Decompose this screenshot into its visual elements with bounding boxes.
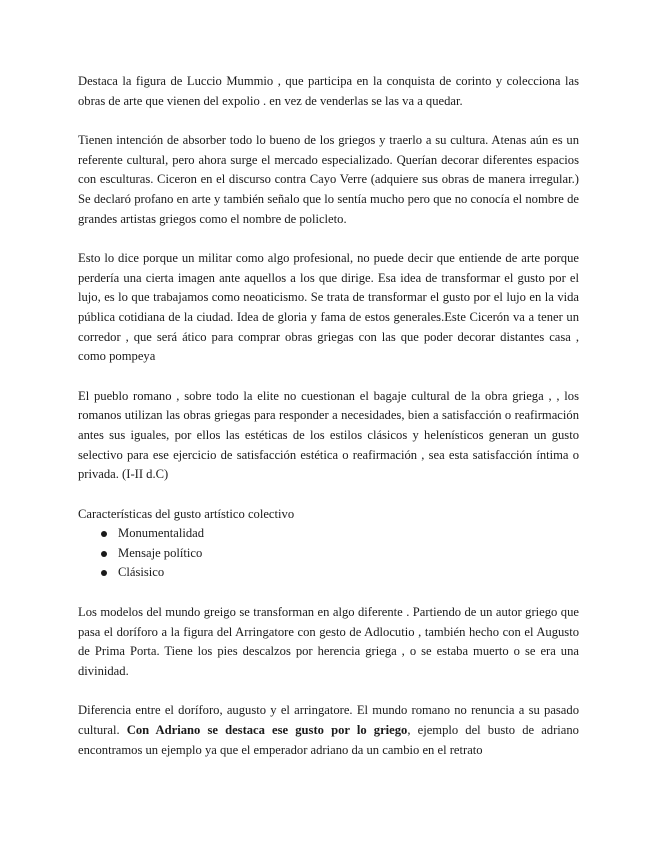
paragraph-spacer — [78, 583, 579, 603]
bullet-icon — [101, 551, 107, 557]
paragraph-spacer — [78, 681, 579, 701]
list-item — [98, 563, 579, 583]
list-item — [98, 544, 579, 564]
list-item-label: Clásisico — [118, 565, 165, 580]
text-run: Diferencia entre el doríforo, augusto y el arringatore. El mundo romano no renuncia a su pasado cultural. — [78, 703, 579, 738]
paragraph-mummio: Destaca la figura de Luccio Mummio , que participa en la conquista de corinto y colecciona las obras de arte que vienen del expolio . en vez de venderlas se las va a quedar. — [78, 74, 579, 108]
paragraph-militar: Esto lo dice porque un militar como algo profesional, no puede decir que entiende de arte porque perdería una cierta imagen ante aquellos a los que dirige. Esa idea de transformar el gusto por el lujo, es lo que trabajamos como neoaticismo. Se trata de transformar el gusto por el lujo en la vida pública cotidiana de la ciudad. Idea de gloria y fama de estos generales.Este Cicerón va a tener un corredor , que será ático para comprar obras griegas con las que poder decorar distantes casa , como pompeya — [78, 251, 579, 364]
paragraph-spacer — [78, 111, 579, 131]
paragraph-modelos: Los modelos del mundo greigo se transforman en algo diferente . Partiendo de un autor griego que pasa el doríforo a la figura del Arringatore con gesto de Adlocutio , también hecho con el Augusto de Prima Porta. Tiene los pies descalzos por herencia griega , o se estaba muerto o se era una divinidad. — [78, 605, 579, 678]
paragraph-diferencia — [78, 701, 579, 760]
paragraph-pueblo-romano: El pueblo romano , sobre todo la elite no cuestionan el bagaje cultural de la obra griega , , los romanos utilizan las obras griegas para responder a necesidades, bien a satisfacción o reafirmación antes sus iguales, por ellos las estéticas de los estilos clásicos y helenísticos generan un gusto selectivo para ese ejercicio de satisfacción estética o reafirmación , sea esta satisfacción íntima o privada. (I-II d.C) — [78, 388, 579, 482]
list-title: Características del gusto artístico colectivo — [78, 506, 295, 521]
characteristics-list — [78, 524, 579, 583]
paragraph-spacer — [78, 485, 579, 505]
paragraph-spacer — [78, 229, 579, 249]
paragraph-intencion: Tienen intención de absorber todo lo bueno de los griegos y traerlo a su cultura. Atenas aún es un referente cultural, pero ahora surge el mercado especializado. Querían decorar diferentes espacios con esculturas. Ciceron en el discurso contra Cayo Verre (adquiere sus obras de manera irregular.) Se declaró profano en arte y también señalo que lo sentía mucho pero que no conocía el nombre de grandes artistas griegos como el nombre de policleto. — [78, 133, 579, 226]
paragraph-spacer — [78, 367, 579, 387]
bullet-icon — [101, 531, 107, 537]
list-item-label: Monumentalidad — [118, 526, 205, 541]
list-item — [98, 524, 579, 544]
bullet-icon — [101, 570, 107, 576]
bold-text-run: Con Adriano se destaca ese gusto por lo griego — [126, 723, 408, 738]
list-item-label: Mensaje político — [118, 545, 203, 560]
text-run: , ejemplo del busto de adriano encontramos un ejemplo ya que el emperador adriano da un cambio en el retrato — [78, 723, 579, 757]
